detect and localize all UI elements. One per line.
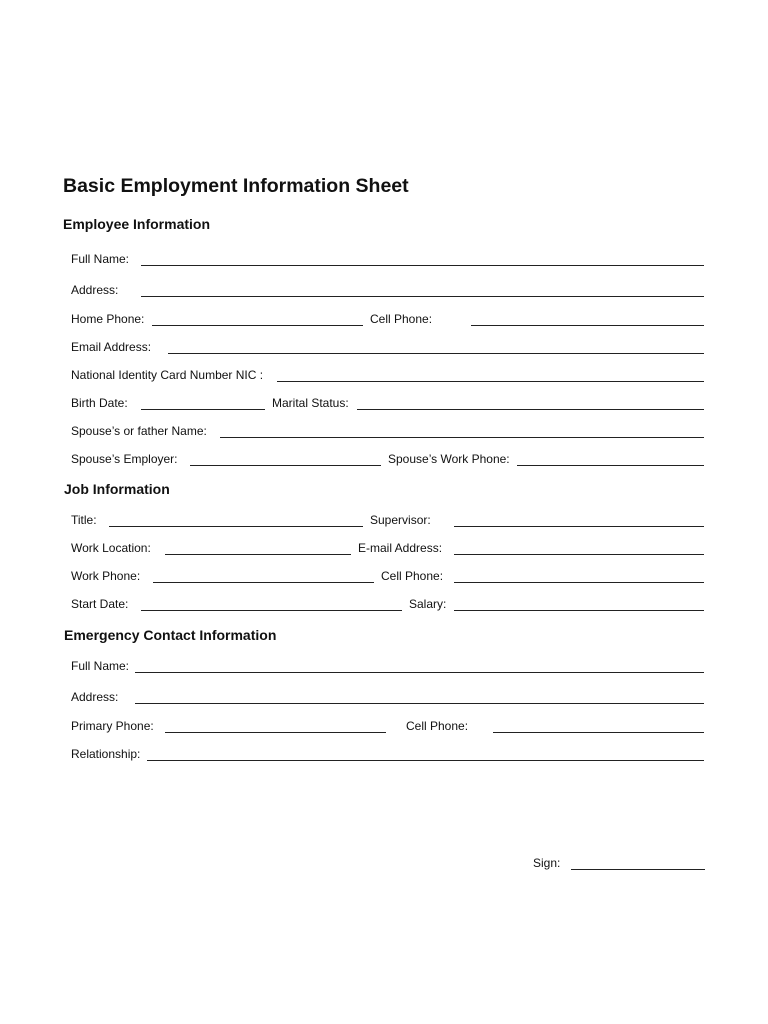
spouse-employer-field[interactable] (190, 465, 381, 466)
nic-field[interactable] (277, 381, 704, 382)
primary-phone-field[interactable] (165, 732, 386, 733)
marital-status-field[interactable] (357, 409, 704, 410)
salary-label: Salary: (409, 597, 447, 611)
email-address-label: Email Address: (71, 340, 152, 354)
page-title: Basic Employment Information Sheet (63, 175, 409, 197)
supervisor-label: Supervisor: (370, 513, 431, 527)
spouse-name-label: Spouse’s or father Name: (71, 424, 207, 438)
employee-address-field[interactable] (141, 296, 704, 297)
signature-field[interactable] (571, 869, 705, 870)
relationship-field[interactable] (147, 760, 704, 761)
spouse-work-phone-field[interactable] (517, 465, 704, 466)
employee-section-heading: Employee Information (63, 216, 211, 232)
employee-full-name-label: Full Name: (71, 252, 130, 266)
spouse-employer-label: Spouse’s Employer: (71, 452, 178, 466)
start-date-label: Start Date: (71, 597, 129, 611)
employee-cell-phone-label: Cell Phone: (370, 312, 433, 326)
spouse-work-phone-label: Spouse’s Work Phone: (388, 452, 510, 466)
emergency-cell-phone-label: Cell Phone: (406, 719, 469, 733)
job-cell-phone-label: Cell Phone: (381, 569, 444, 583)
nic-label: National Identity Card Number NIC : (71, 368, 264, 382)
work-location-field[interactable] (165, 554, 351, 555)
work-phone-label: Work Phone: (71, 569, 141, 583)
home-phone-field[interactable] (152, 325, 363, 326)
employee-full-name-field[interactable] (141, 265, 704, 266)
primary-phone-label: Primary Phone: (71, 719, 154, 733)
supervisor-field[interactable] (454, 526, 704, 527)
work-phone-field[interactable] (153, 582, 374, 583)
emergency-full-name-label: Full Name: (71, 659, 130, 673)
emergency-cell-phone-field[interactable] (493, 732, 704, 733)
job-section-heading: Job Information (64, 481, 170, 497)
employee-cell-phone-field[interactable] (471, 325, 704, 326)
birth-date-label: Birth Date: (71, 396, 128, 410)
home-phone-label: Home Phone: (71, 312, 145, 326)
work-location-label: Work Location: (71, 541, 151, 555)
emergency-section-heading: Emergency Contact Information (64, 627, 277, 643)
job-email-label: E-mail Address: (358, 541, 443, 555)
birth-date-field[interactable] (141, 409, 265, 410)
emergency-full-name-field[interactable] (135, 672, 704, 673)
job-cell-phone-field[interactable] (454, 582, 704, 583)
employee-address-label: Address: (71, 283, 119, 297)
spouse-name-field[interactable] (220, 437, 704, 438)
email-address-field[interactable] (168, 353, 704, 354)
relationship-label: Relationship: (71, 747, 141, 761)
salary-field[interactable] (454, 610, 704, 611)
start-date-field[interactable] (141, 610, 402, 611)
emergency-address-label: Address: (71, 690, 119, 704)
marital-status-label: Marital Status: (272, 396, 349, 410)
job-email-field[interactable] (454, 554, 704, 555)
emergency-address-field[interactable] (135, 703, 704, 704)
sign-label: Sign: (533, 856, 561, 870)
job-title-label: Title: (71, 513, 97, 527)
job-title-field[interactable] (109, 526, 363, 527)
